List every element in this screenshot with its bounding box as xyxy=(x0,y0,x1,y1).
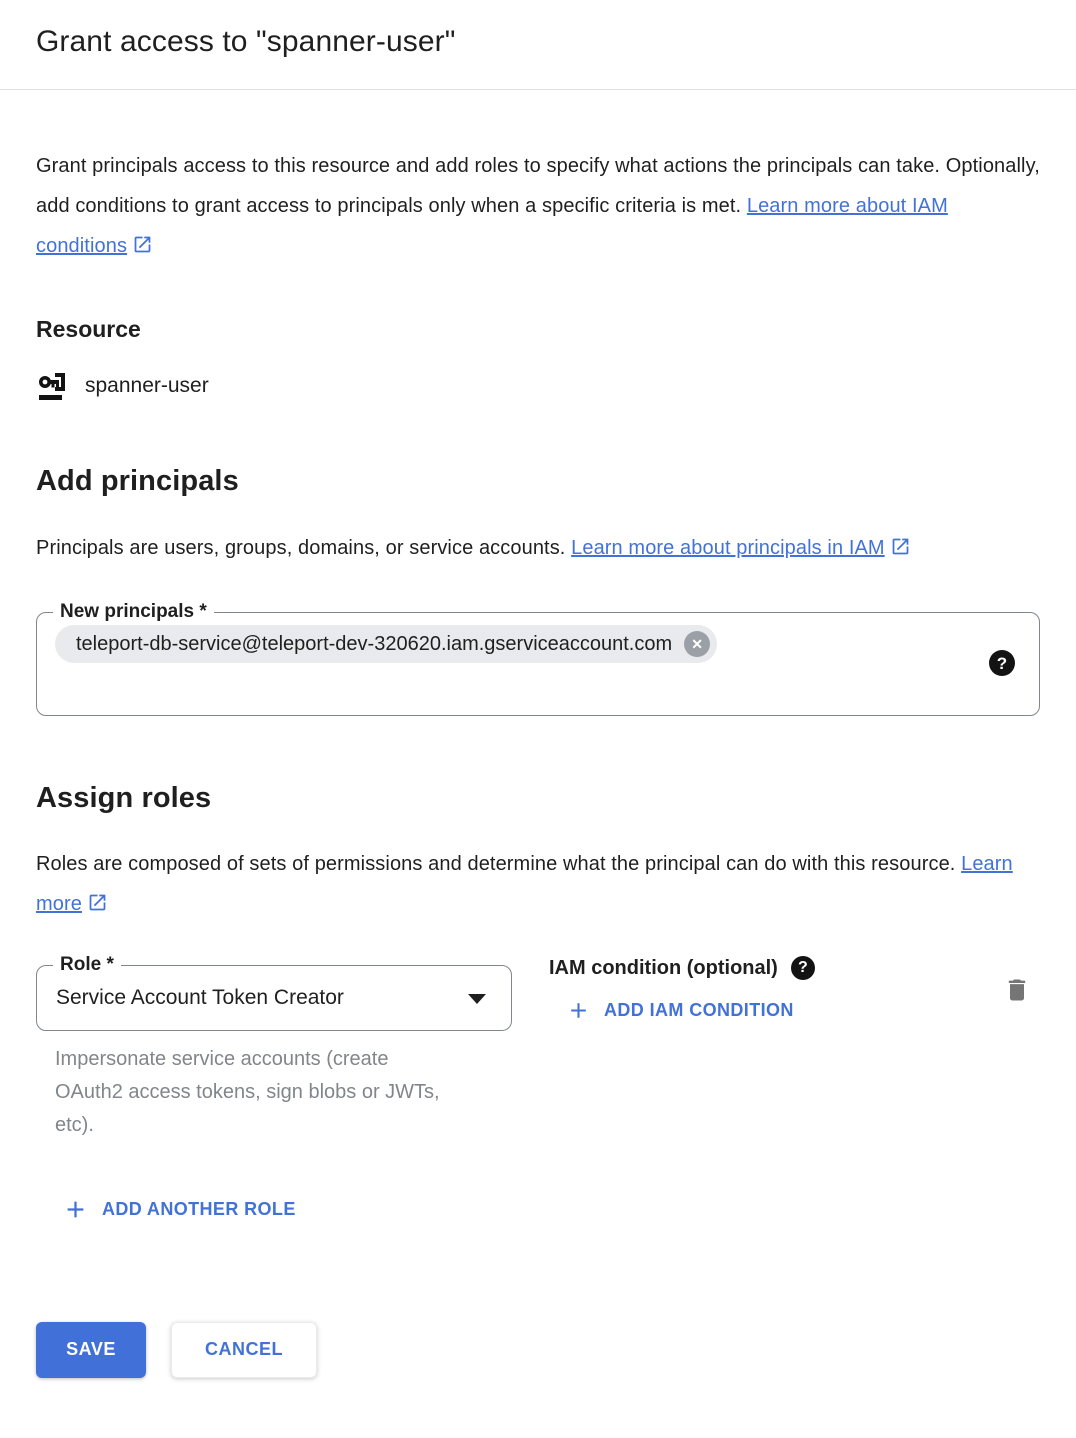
assign-roles-heading: Assign roles xyxy=(36,782,212,814)
intro-text: Grant principals access to this resource and add roles to specify what actions the principals can take. Optionally, add conditions to grant access to principals only when a specific criteria is met. xyxy=(36,155,1040,217)
principal-chip-text: teleport-db-service@teleport-dev-320620.iam.gserviceaccount.com xyxy=(76,632,673,655)
new-principals-label: New principals * xyxy=(53,600,214,624)
add-another-role-label: ADD ANOTHER ROLE xyxy=(102,1198,296,1219)
delete-role-button[interactable] xyxy=(1003,975,1031,1008)
role-select[interactable] xyxy=(36,954,512,1031)
role-helper-text: Impersonate service accounts (create OAuth2 access tokens, sign blobs or JWTs, etc). xyxy=(55,1048,440,1136)
trash-icon xyxy=(1003,975,1031,1005)
roles-paragraph xyxy=(36,844,1040,924)
iam-condition-column xyxy=(549,952,815,1028)
role-label: Role * xyxy=(53,953,121,977)
resource-name: spanner-user xyxy=(85,374,209,397)
plus-icon xyxy=(62,1196,89,1223)
cancel-button[interactable]: CANCEL xyxy=(171,1322,317,1378)
new-principals-field[interactable] xyxy=(36,601,1040,716)
add-iam-condition-label: ADD IAM CONDITION xyxy=(604,1000,794,1020)
plus-icon xyxy=(566,998,591,1023)
iam-condition-label: IAM condition (optional) xyxy=(549,957,778,979)
dialog-content xyxy=(0,146,1076,1378)
principals-link[interactable]: Learn more about principals in IAM xyxy=(571,537,885,559)
service-account-key-icon xyxy=(36,369,70,403)
external-link-icon xyxy=(890,536,911,557)
iam-condition-label-row xyxy=(549,955,815,981)
intro-paragraph xyxy=(36,146,1040,266)
external-link-icon xyxy=(132,234,153,255)
external-link-icon xyxy=(87,892,108,913)
add-another-role-button[interactable] xyxy=(62,1195,296,1223)
dialog-footer xyxy=(36,1322,1040,1378)
principals-help-icon[interactable]: ? xyxy=(989,650,1015,676)
principals-text: Principals are users, groups, domains, or service accounts. xyxy=(36,537,572,559)
resource-row xyxy=(36,369,1040,403)
role-row xyxy=(36,952,1040,1142)
dialog-header xyxy=(0,0,1076,90)
roles-text: Roles are composed of sets of permissions and determine what the principal can do with this resource. xyxy=(36,853,962,875)
iam-conditions-link[interactable]: Learn more about IAM conditions xyxy=(36,195,948,257)
resource-heading: Resource xyxy=(36,316,141,342)
principals-paragraph xyxy=(36,528,1040,568)
add-iam-condition-button[interactable] xyxy=(566,998,794,1023)
page-title: Grant access to "spanner-user" xyxy=(36,25,456,58)
dropdown-caret-icon xyxy=(468,994,486,1004)
role-column xyxy=(36,952,512,1142)
chip-remove-icon[interactable]: ✕ xyxy=(684,631,710,657)
add-principals-heading: Add principals xyxy=(36,465,239,497)
principal-chip xyxy=(55,625,717,663)
roles-learn-more-link[interactable]: Learn more xyxy=(36,853,1013,915)
iam-condition-help-icon[interactable]: ? xyxy=(791,956,815,980)
save-button[interactable]: SAVE xyxy=(36,1322,146,1378)
role-selected-value: Service Account Token Creator xyxy=(56,986,344,1009)
